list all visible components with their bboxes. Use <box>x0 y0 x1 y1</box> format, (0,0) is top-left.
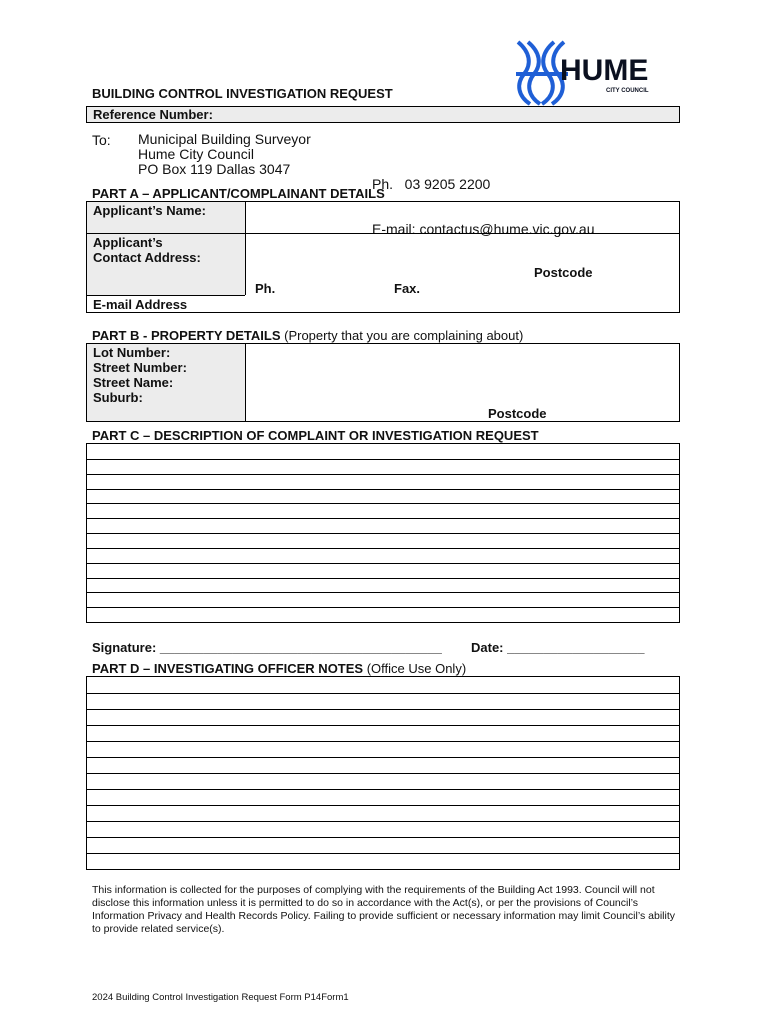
to-label: To: <box>92 132 111 148</box>
part-b-heading <box>92 328 523 343</box>
recipient-phone: Ph. 03 9205 2200 <box>372 176 491 192</box>
part-d-heading <box>92 661 466 676</box>
form-footer: 2024 Building Control Investigation Request Form P14Form1 <box>92 992 349 1003</box>
part-d-heading-bold: PART D – INVESTIGATING OFFICER NOTES <box>92 661 364 676</box>
complaint-description-area[interactable] <box>86 443 680 623</box>
ruled-line <box>87 741 679 742</box>
recipient-address <box>138 132 311 177</box>
form-title: BUILDING CONTROL INVESTIGATION REQUEST <box>92 86 393 101</box>
part-a-divider-2 <box>87 295 245 296</box>
ruled-line <box>87 563 679 564</box>
applicant-phone-label: Ph. <box>255 281 276 296</box>
part-b-heading-bold: PART B - PROPERTY DETAILS <box>92 328 281 343</box>
contact-address-label-2: Contact Address: <box>93 250 201 265</box>
part-c-heading: PART C – DESCRIPTION OF COMPLAINT OR INVESTIGATION REQUEST <box>92 428 539 443</box>
ruled-line <box>87 837 679 838</box>
ruled-line <box>87 607 679 608</box>
applicant-postcode-label: Postcode <box>534 265 593 280</box>
lot-number-label: Lot Number: <box>93 345 171 360</box>
suburb-label: Suburb: <box>93 390 143 405</box>
recipient-line-2: Hume City Council <box>138 146 254 162</box>
ruled-line <box>87 821 679 822</box>
ruled-line <box>87 773 679 774</box>
contact-address-label-1: Applicant’s <box>93 235 163 250</box>
street-number-label: Street Number: <box>93 360 187 375</box>
ruled-line <box>87 725 679 726</box>
ruled-line <box>87 548 679 549</box>
date-line[interactable]: Date: ___________________ <box>471 640 645 655</box>
property-postcode-label: Postcode <box>488 406 547 421</box>
ruled-line <box>87 474 679 475</box>
contact-address-input[interactable] <box>246 234 679 295</box>
applicant-name-label: Applicant’s Name: <box>93 203 206 218</box>
ruled-line <box>87 518 679 519</box>
applicant-email-label: E-mail Address <box>93 297 188 312</box>
reference-number-label: Reference Number: <box>93 107 213 122</box>
part-a-heading: PART A – APPLICANT/COMPLAINANT DETAILS <box>92 186 385 201</box>
part-a-table <box>86 201 680 313</box>
ruled-line <box>87 853 679 854</box>
reference-number-field[interactable] <box>86 106 680 123</box>
ruled-line <box>87 578 679 579</box>
signature-line[interactable]: Signature: _______________________________________ <box>92 640 442 655</box>
part-d-heading-note: (Office Use Only) <box>363 661 467 676</box>
ruled-line <box>87 789 679 790</box>
ruled-line <box>87 592 679 593</box>
applicant-email-input[interactable] <box>246 296 679 312</box>
ruled-line <box>87 757 679 758</box>
ruled-line <box>87 533 679 534</box>
ruled-line <box>87 489 679 490</box>
part-b-table <box>86 343 680 422</box>
property-details-input[interactable] <box>246 344 679 421</box>
hume-logo <box>510 38 650 108</box>
ruled-line <box>87 503 679 504</box>
logo-subtitle: CITY COUNCIL <box>606 88 649 94</box>
ruled-line <box>87 459 679 460</box>
recipient-line-1: Municipal Building Surveyor <box>138 131 311 147</box>
street-name-label: Street Name: <box>93 375 174 390</box>
ruled-line <box>87 709 679 710</box>
applicant-fax-label: Fax. <box>394 281 421 296</box>
applicant-name-input[interactable] <box>246 202 679 233</box>
recipient-email: E-mail: contactus@hume.vic.gov.au <box>372 221 595 237</box>
officer-notes-area[interactable] <box>86 676 680 870</box>
ruled-line <box>87 805 679 806</box>
ruled-line <box>87 693 679 694</box>
recipient-line-3: PO Box 119 Dallas 3047 <box>138 161 291 177</box>
part-b-heading-note: (Property that you are complaining about) <box>280 328 524 343</box>
privacy-notice: This information is collected for the purposes of complying with the requirements of the Building Act 1993. Council will not disclose this information unless it is permitted to do so in accordance with the Act(s), or per the provisions of Council’s Information Privacy and Health Records Policy. Failing to provide sufficient or necessary information may limit Council’s ability to provide related service(s). <box>92 884 675 935</box>
logo-wordmark: HUME <box>560 54 649 87</box>
